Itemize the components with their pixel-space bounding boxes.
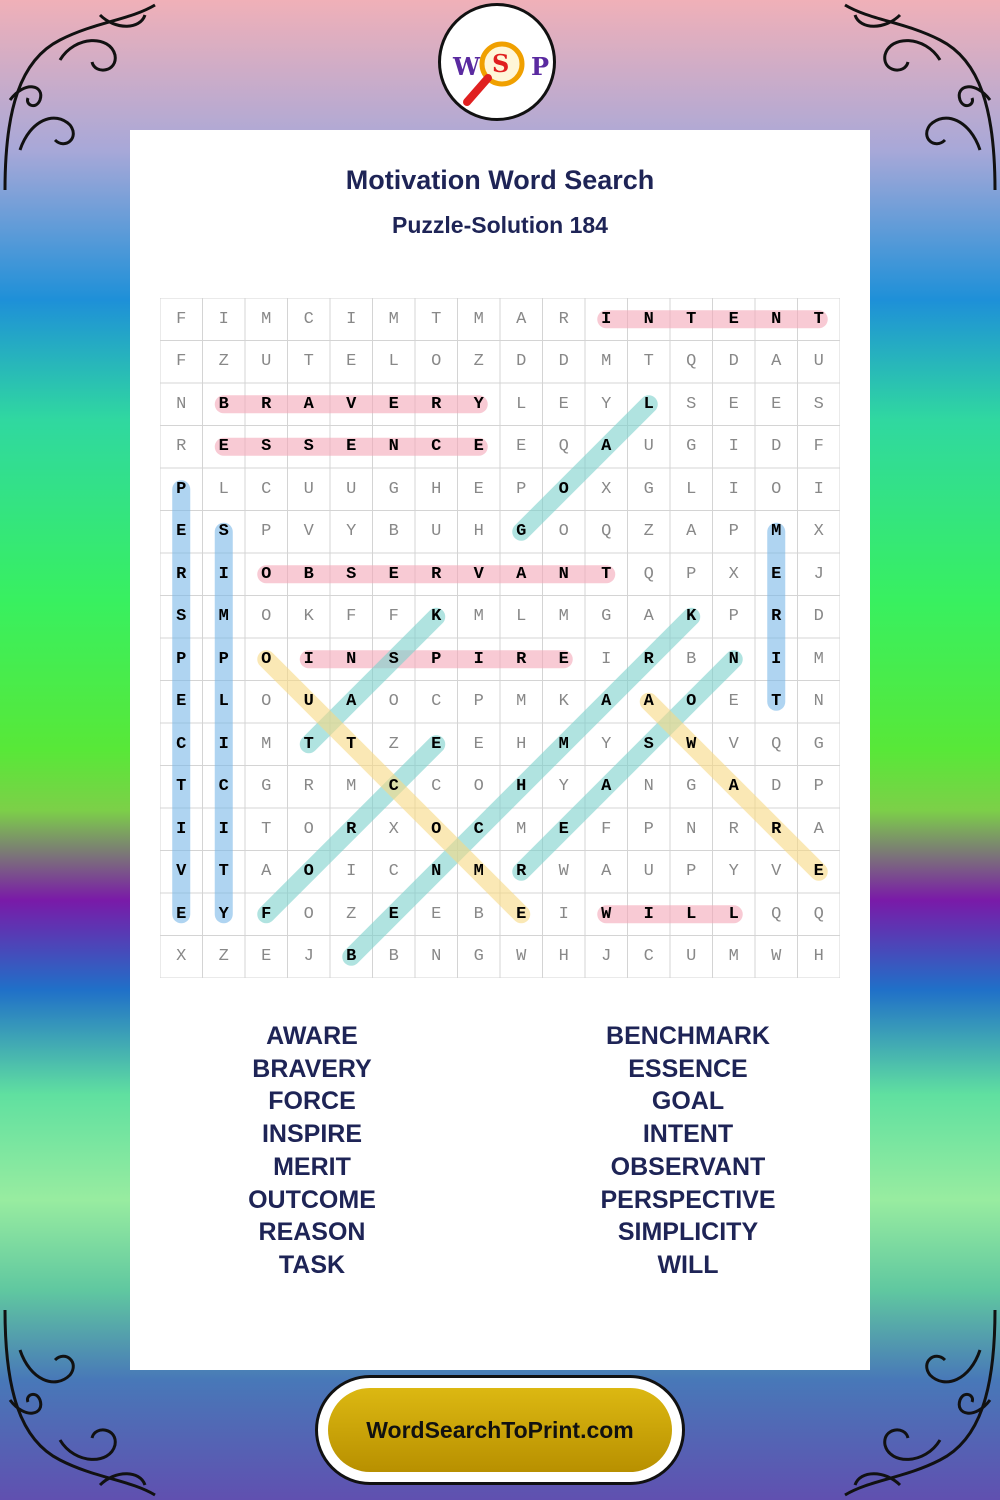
grid-cell[interactable]: A [601, 437, 612, 457]
grid-cell[interactable]: W [686, 734, 697, 754]
grid-cell[interactable]: M [771, 522, 782, 542]
grid-cell[interactable]: Q [601, 522, 612, 542]
grid-cell[interactable]: I [643, 904, 654, 924]
grid-cell[interactable]: M [473, 607, 484, 627]
grid-cell[interactable]: L [218, 479, 229, 499]
grid-cell[interactable]: N [176, 394, 187, 414]
grid-cell[interactable]: O [261, 607, 272, 627]
grid-cell[interactable]: Q [771, 734, 782, 754]
grid-cell[interactable]: R [771, 607, 782, 627]
logo-letter-w: W [453, 52, 480, 81]
grid-cell[interactable]: B [303, 564, 314, 584]
grid-cell[interactable]: V [473, 564, 484, 584]
grid-cell[interactable]: L [643, 394, 654, 414]
grid-cell[interactable]: A [346, 692, 357, 712]
grid-cell[interactable]: G [813, 734, 824, 754]
grid-cell[interactable]: G [601, 607, 612, 627]
grid-cell[interactable]: W [601, 904, 612, 924]
grid-cell[interactable]: N [771, 309, 782, 329]
grid-cell[interactable]: O [431, 352, 442, 372]
grid-cell[interactable]: E [728, 394, 739, 414]
grid-cell[interactable]: N [643, 777, 654, 797]
grid-cell[interactable]: E [771, 564, 782, 584]
grid-cell[interactable]: U [813, 352, 824, 372]
grid-cell[interactable]: E [388, 564, 399, 584]
grid-cell[interactable]: E [813, 862, 824, 882]
grid-cell[interactable]: K [558, 692, 569, 712]
grid-cell[interactable]: F [176, 309, 187, 329]
grid-cell[interactable]: L [728, 904, 739, 924]
grid-cell[interactable]: N [346, 649, 357, 669]
grid-cell[interactable]: I [728, 479, 739, 499]
grid-cell[interactable]: J [813, 564, 824, 584]
word-list-item: SIMPLICITY [617, 1218, 759, 1247]
grid-cell[interactable]: O [558, 479, 569, 499]
grid-cell[interactable]: A [771, 352, 782, 372]
grid-cell[interactable]: A [601, 862, 612, 882]
grid-cell[interactable]: M [601, 352, 612, 372]
grid-cell[interactable]: I [601, 309, 612, 329]
grid-cell[interactable]: T [643, 352, 654, 372]
grid-cell[interactable]: B [473, 904, 484, 924]
grid-cell[interactable]: A [516, 309, 527, 329]
grid-cell[interactable]: F [813, 437, 824, 457]
word-list-item: ESSENCE [628, 1054, 748, 1083]
grid-cell[interactable]: M [218, 607, 229, 627]
grid-cell[interactable]: S [218, 522, 229, 542]
grid-cell[interactable]: G [388, 479, 399, 499]
grid-cell[interactable]: R [431, 564, 442, 584]
grid-cell[interactable]: D [728, 352, 739, 372]
grid-cell[interactable]: I [218, 309, 229, 329]
grid-cell[interactable]: A [601, 777, 612, 797]
grid-cell[interactable]: F [346, 607, 357, 627]
word-search-grid [160, 298, 840, 978]
page-subtitle: Puzzle-Solution 184 [392, 212, 608, 238]
word-list-item: BRAVERY [252, 1054, 372, 1083]
grid-cell[interactable]: O [303, 862, 314, 882]
grid-cell[interactable]: H [516, 777, 527, 797]
grid-cell[interactable]: H [558, 947, 569, 967]
grid-cell[interactable]: H [516, 734, 527, 754]
page-title: Motivation Word Search [345, 165, 655, 195]
grid-cell[interactable]: B [388, 522, 399, 542]
grid-cell[interactable]: U [261, 352, 272, 372]
grid-cell[interactable]: E [431, 904, 442, 924]
grid-cell[interactable]: E [558, 819, 569, 839]
word-list-item: TASK [278, 1250, 346, 1279]
grid-cell[interactable]: T [303, 352, 314, 372]
grid-cell[interactable]: E [176, 692, 187, 712]
grid-cell[interactable]: I [473, 649, 484, 669]
grid-cell[interactable]: L [516, 394, 527, 414]
grid-cell[interactable]: G [516, 522, 527, 542]
grid-cell[interactable]: F [261, 904, 272, 924]
grid-cell[interactable]: M [558, 607, 569, 627]
grid-cell[interactable]: U [303, 479, 314, 499]
grid-cell[interactable]: E [176, 522, 187, 542]
grid-cell[interactable]: I [601, 649, 612, 669]
grid-cell[interactable]: A [261, 862, 272, 882]
grid-cell[interactable]: V [346, 394, 357, 414]
grid-cell[interactable]: L [686, 904, 697, 924]
grid-cell[interactable]: R [558, 309, 569, 329]
grid-cell[interactable]: U [346, 479, 357, 499]
grid-cell[interactable]: P [516, 479, 527, 499]
grid-cell[interactable]: N [643, 309, 654, 329]
grid-cell[interactable]: T [218, 862, 229, 882]
grid-cell[interactable]: Q [813, 904, 824, 924]
grid-cell[interactable]: Z [218, 947, 229, 967]
grid-cell[interactable]: Y [346, 522, 357, 542]
grid-cell[interactable]: Z [346, 904, 357, 924]
word-list-left [162, 1020, 462, 1282]
wsp-logo[interactable] [438, 3, 556, 121]
grid-cell[interactable]: R [176, 564, 187, 584]
word-list-item: INTENT [642, 1120, 734, 1149]
grid-cell[interactable]: V [303, 522, 314, 542]
grid-cell[interactable]: M [558, 734, 569, 754]
grid-cell[interactable]: M [728, 947, 739, 967]
grid-cell[interactable]: Z [218, 352, 229, 372]
grid-cell[interactable]: B [218, 394, 229, 414]
grid-cell[interactable]: O [261, 649, 272, 669]
grid-cell[interactable]: W [516, 947, 527, 967]
logo-letter-p: P [531, 52, 550, 81]
grid-cell[interactable]: C [473, 819, 484, 839]
grid-cell[interactable]: U [686, 947, 697, 967]
grid-cell[interactable]: N [388, 437, 399, 457]
grid-cell[interactable]: Y [601, 394, 612, 414]
grid-cell[interactable]: R [176, 437, 187, 457]
grid-cell[interactable]: I [176, 819, 187, 839]
word-list-item: MERIT [273, 1152, 351, 1181]
grid-cell[interactable]: C [431, 692, 442, 712]
grid-cell[interactable]: P [431, 649, 442, 669]
grid-cell[interactable]: D [771, 437, 782, 457]
grid-cell[interactable]: P [218, 649, 229, 669]
grid-cell[interactable]: R [261, 394, 272, 414]
grid-cell[interactable]: Q [686, 352, 697, 372]
grid-cell[interactable]: G [261, 777, 272, 797]
grid-cell[interactable]: E [346, 352, 357, 372]
grid-cell[interactable]: E [516, 437, 527, 457]
grid-cell[interactable]: I [303, 649, 314, 669]
grid-cell[interactable]: P [728, 607, 739, 627]
grid-cell[interactable]: Y [473, 394, 484, 414]
word-list-item: AWARE [266, 1022, 358, 1050]
grid-cell[interactable]: T [813, 309, 824, 329]
grid-cell[interactable]: M [516, 819, 527, 839]
grid-cell[interactable]: S [176, 607, 187, 627]
grid-cell[interactable]: O [261, 692, 272, 712]
grid-cell[interactable]: K [686, 607, 697, 627]
grid-cell[interactable]: U [303, 692, 314, 712]
grid-cell[interactable]: R [303, 777, 314, 797]
grid-cell[interactable]: V [176, 862, 187, 882]
grid-cell[interactable]: C [261, 479, 272, 499]
grid-cell[interactable]: T [346, 734, 357, 754]
grid-cell[interactable]: G [643, 479, 654, 499]
grid-cell[interactable]: P [176, 479, 187, 499]
grid-cell[interactable]: K [431, 607, 442, 627]
grid-cell[interactable]: L [388, 352, 399, 372]
grid-cell[interactable]: C [388, 777, 399, 797]
grid-cell[interactable]: C [218, 777, 229, 797]
grid-cell[interactable]: B [686, 649, 697, 669]
grid-cell[interactable]: A [813, 819, 824, 839]
grid-cell[interactable]: L [218, 692, 229, 712]
grid-cell[interactable]: S [261, 437, 272, 457]
grid-cell[interactable]: T [261, 819, 272, 839]
grid-cell[interactable]: P [473, 692, 484, 712]
grid-cell[interactable]: C [388, 862, 399, 882]
grid-cell[interactable]: F [388, 607, 399, 627]
grid-cell[interactable]: R [431, 394, 442, 414]
grid-cell[interactable]: O [388, 692, 399, 712]
grid-cell[interactable]: E [176, 904, 187, 924]
grid-cell[interactable]: X [176, 947, 187, 967]
grid-cell[interactable]: C [176, 734, 187, 754]
grid-cell[interactable]: E [558, 394, 569, 414]
grid-cell[interactable]: W [771, 947, 782, 967]
grid-cell[interactable]: O [771, 479, 782, 499]
grid-cell[interactable]: P [261, 522, 272, 542]
grid-cell[interactable]: E [558, 649, 569, 669]
grid-cell[interactable]: E [516, 904, 527, 924]
grid-cell[interactable]: Z [388, 734, 399, 754]
grid-cell[interactable]: O [686, 692, 697, 712]
grid-cell[interactable]: T [431, 309, 442, 329]
website-button[interactable] [315, 1375, 685, 1485]
grid-cell[interactable]: I [813, 479, 824, 499]
grid-cell[interactable]: R [516, 649, 527, 669]
grid-cell[interactable]: Q [558, 437, 569, 457]
grid-cell[interactable]: I [771, 649, 782, 669]
grid-cell[interactable]: P [686, 862, 697, 882]
grid-cell[interactable]: N [728, 649, 739, 669]
grid-cell[interactable]: N [431, 947, 442, 967]
grid-cell[interactable]: E [261, 947, 272, 967]
grid-cell[interactable]: O [473, 777, 484, 797]
grid-cell[interactable]: V [728, 734, 739, 754]
grid-cell[interactable]: A [686, 522, 697, 542]
grid-cell[interactable]: A [303, 394, 314, 414]
grid-cell[interactable]: B [346, 947, 357, 967]
grid-cell[interactable]: M [388, 309, 399, 329]
grid-cell[interactable]: V [771, 862, 782, 882]
grid-cell[interactable]: M [261, 309, 272, 329]
grid-cell[interactable]: P [813, 777, 824, 797]
grid-cell[interactable]: P [176, 649, 187, 669]
grid-cell[interactable]: C [303, 309, 314, 329]
grid-cell[interactable]: O [303, 819, 314, 839]
grid-cell[interactable]: T [601, 564, 612, 584]
grid-cell[interactable]: G [686, 777, 697, 797]
grid-cell[interactable]: S [813, 394, 824, 414]
grid-cell[interactable]: R [516, 862, 527, 882]
logo-letter-s: S [492, 49, 510, 78]
grid-cell[interactable]: H [473, 522, 484, 542]
grid-cell[interactable]: U [643, 862, 654, 882]
grid-cell[interactable]: R [643, 649, 654, 669]
grid-cell[interactable]: S [388, 649, 399, 669]
grid-cell[interactable]: E [473, 734, 484, 754]
grid-cell[interactable]: X [813, 522, 824, 542]
grid-cell[interactable]: U [431, 522, 442, 542]
grid-cell[interactable]: I [346, 862, 357, 882]
grid-cell[interactable]: R [771, 819, 782, 839]
grid-cell[interactable]: E [473, 437, 484, 457]
grid-cell[interactable]: X [388, 819, 399, 839]
word-list-item: GOAL [651, 1087, 725, 1116]
grid-cell[interactable]: D [771, 777, 782, 797]
grid-cell[interactable]: N [686, 819, 697, 839]
word-list-item: WILL [657, 1250, 719, 1279]
grid-cell[interactable]: T [771, 692, 782, 712]
grid-cell[interactable]: C [431, 777, 442, 797]
grid-cell[interactable]: M [813, 649, 824, 669]
grid-cell[interactable]: E [388, 904, 399, 924]
grid-cell[interactable]: Q [643, 564, 654, 584]
grid-cell[interactable]: X [601, 479, 612, 499]
grid-cell[interactable]: R [728, 819, 739, 839]
grid-cell[interactable]: N [558, 564, 569, 584]
grid-cell[interactable]: I [558, 904, 569, 924]
grid-cell[interactable]: D [516, 352, 527, 372]
grid-cell[interactable]: F [176, 352, 187, 372]
grid-cell[interactable]: P [643, 819, 654, 839]
grid-cell[interactable]: U [643, 437, 654, 457]
grid-cell[interactable]: C [431, 437, 442, 457]
grid-cell[interactable]: Y [728, 862, 739, 882]
grid-cell[interactable]: M [473, 862, 484, 882]
word-list-right [538, 1020, 838, 1282]
grid-cell[interactable]: B [388, 947, 399, 967]
grid-cell[interactable]: L [686, 479, 697, 499]
grid-cell[interactable]: S [346, 564, 357, 584]
grid-cell[interactable]: H [813, 947, 824, 967]
grid-cell[interactable]: Y [218, 904, 229, 924]
grid-cell[interactable]: S [303, 437, 314, 457]
word-list-item: REASON [258, 1218, 366, 1247]
grid-cell[interactable]: E [473, 479, 484, 499]
grid-cell[interactable]: A [728, 777, 739, 797]
grid-cell[interactable]: T [303, 734, 314, 754]
grid-cell[interactable]: C [643, 947, 654, 967]
grid-cell[interactable]: I [218, 734, 229, 754]
grid-cell[interactable]: E [431, 734, 442, 754]
grid-cell[interactable]: E [346, 437, 357, 457]
grid-cell[interactable]: D [813, 607, 824, 627]
grid-cell[interactable]: H [431, 479, 442, 499]
word-list-item: PERSPECTIVE [600, 1185, 776, 1214]
grid-cell[interactable]: G [686, 437, 697, 457]
grid-cell[interactable]: Y [601, 734, 612, 754]
grid-cell[interactable]: Y [558, 777, 569, 797]
grid-cell[interactable]: A [516, 564, 527, 584]
grid-cell[interactable]: E [771, 394, 782, 414]
grid-cell[interactable]: D [558, 352, 569, 372]
grid-cell[interactable]: T [686, 309, 697, 329]
grid-cell[interactable]: O [431, 819, 442, 839]
grid-cell[interactable]: T [176, 777, 187, 797]
grid-cell[interactable]: P [686, 564, 697, 584]
website-label: WordSearchToPrint.com [328, 1388, 672, 1472]
grid-cell[interactable]: R [346, 819, 357, 839]
grid-cell[interactable]: W [558, 862, 569, 882]
grid-cell[interactable]: Z [473, 352, 484, 372]
grid-cell[interactable]: M [261, 734, 272, 754]
grid-cell[interactable]: P [728, 522, 739, 542]
word-list-item: OBSERVANT [610, 1152, 766, 1181]
grid-cell[interactable]: N [431, 862, 442, 882]
grid-cell[interactable]: E [728, 692, 739, 712]
word-list-item: FORCE [268, 1087, 356, 1116]
grid-cell[interactable]: F [601, 819, 612, 839]
word-list-item: BENCHMARK [606, 1022, 770, 1050]
grid-cell[interactable]: G [473, 947, 484, 967]
grid-cell[interactable]: O [303, 904, 314, 924]
grid-cell[interactable]: E [218, 437, 229, 457]
word-list-item: INSPIRE [261, 1120, 363, 1149]
grid-cell[interactable]: A [643, 607, 654, 627]
grid-cell[interactable]: A [601, 692, 612, 712]
grid-cell[interactable]: J [303, 947, 314, 967]
grid-cell[interactable]: K [303, 607, 314, 627]
grid-cell[interactable]: M [516, 692, 527, 712]
grid-cell[interactable]: I [218, 564, 229, 584]
grid-cell[interactable]: Q [771, 904, 782, 924]
word-list-item: OUTCOME [248, 1185, 376, 1214]
grid-cell[interactable]: E [728, 309, 739, 329]
grid-cell[interactable]: J [601, 947, 612, 967]
grid-cell[interactable]: O [558, 522, 569, 542]
grid-cell[interactable]: S [643, 734, 654, 754]
grid-cell[interactable]: M [346, 777, 357, 797]
grid-cell[interactable]: A [643, 692, 654, 712]
grid-cell[interactable]: I [346, 309, 357, 329]
grid-cell[interactable]: Z [643, 522, 654, 542]
grid-cell[interactable]: L [516, 607, 527, 627]
grid-cell[interactable]: N [813, 692, 824, 712]
grid-cell[interactable]: E [388, 394, 399, 414]
grid-cell[interactable]: S [686, 394, 697, 414]
grid-cell[interactable]: I [728, 437, 739, 457]
grid-cell[interactable]: M [473, 309, 484, 329]
grid-cell[interactable]: X [728, 564, 739, 584]
grid-cell[interactable]: O [261, 564, 272, 584]
grid-cell[interactable]: I [218, 819, 229, 839]
